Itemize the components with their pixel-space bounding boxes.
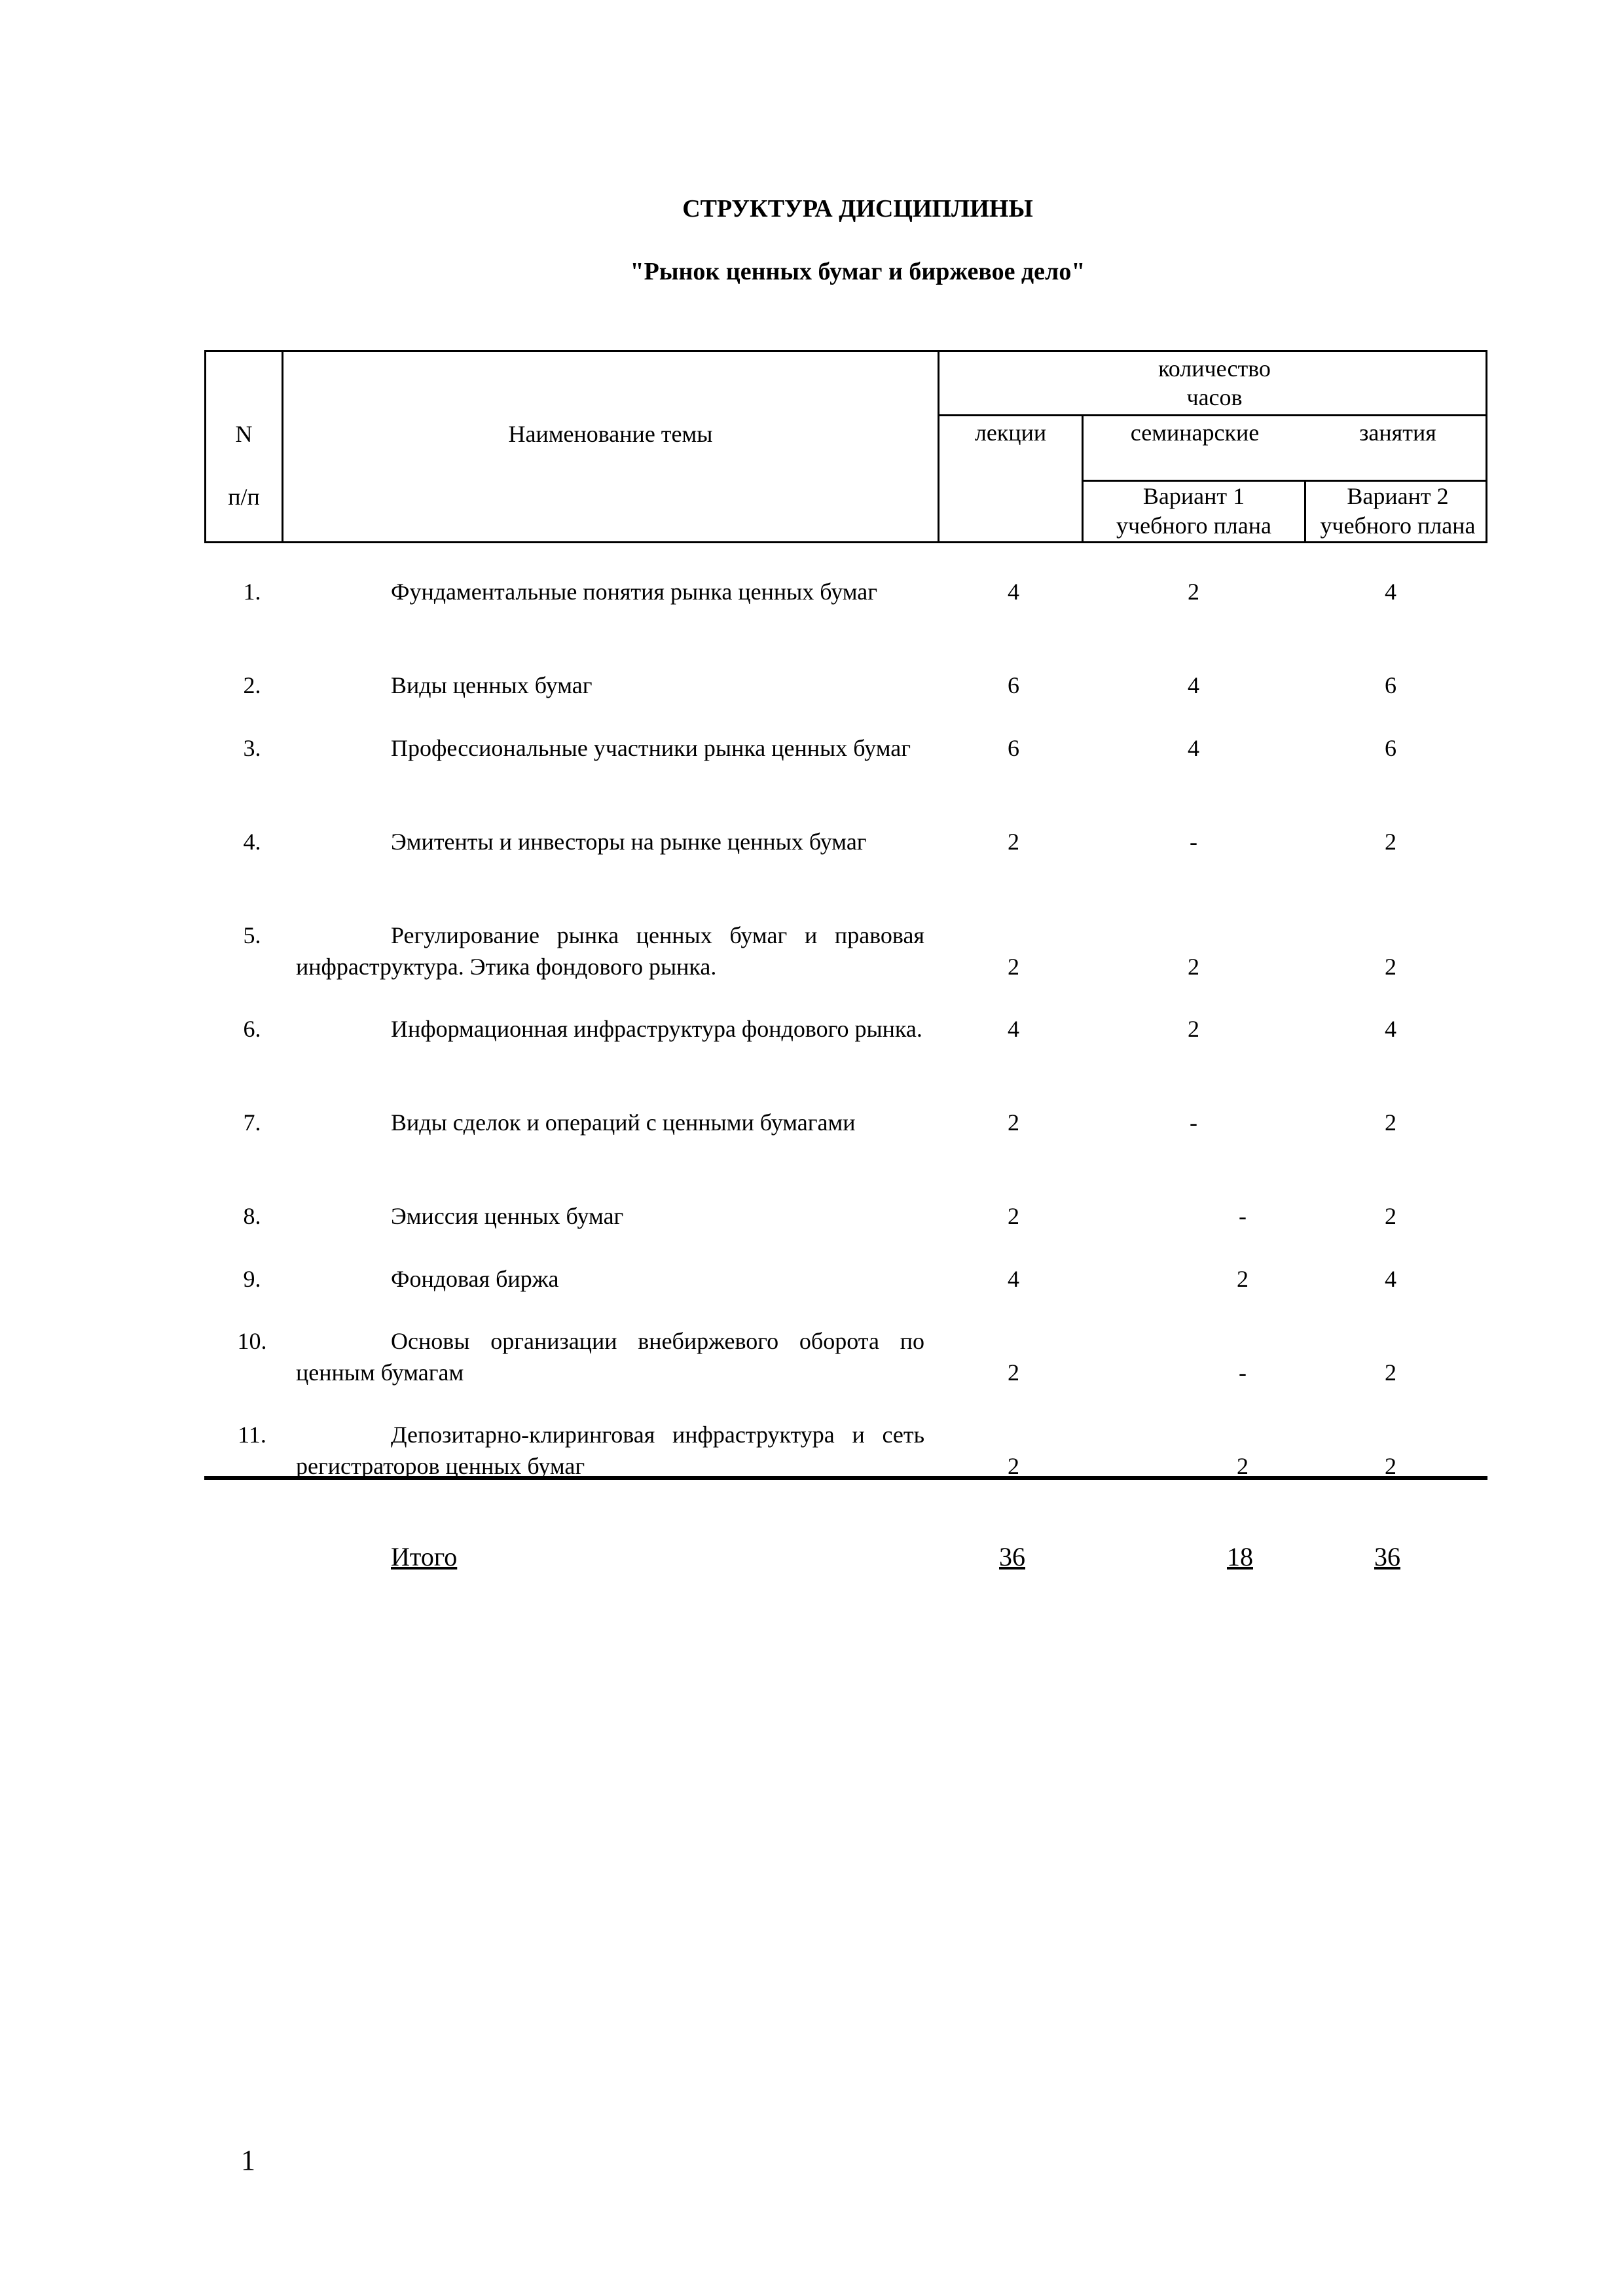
row-variant1: -	[1190, 829, 1197, 855]
row-variant2: 2	[1385, 1359, 1396, 1386]
row-variant2: 2	[1385, 829, 1396, 855]
page-number: 1	[241, 2144, 255, 2176]
total-label: Итого	[391, 1542, 458, 1571]
row-topic: Профессиональные участники рынка ценных бумаг	[391, 735, 911, 761]
row-number: 10.	[237, 1328, 267, 1354]
row-number: 4.	[243, 829, 261, 855]
row-lectures: 4	[1008, 579, 1019, 605]
row-number: 9.	[243, 1266, 261, 1292]
row-variant1: -	[1239, 1203, 1247, 1229]
row-variant2: 6	[1385, 672, 1396, 698]
header-variant1-line2: учебного плана	[1116, 512, 1271, 539]
row-number: 6.	[243, 1016, 261, 1042]
total-variant1: 18	[1227, 1542, 1253, 1571]
header-seminars: семинарские	[1130, 420, 1260, 446]
row-topic: Эмиссия ценных бумаг	[391, 1203, 624, 1229]
row-topic: Основы организации внебиржевого оборота по ценным бумагам	[296, 1328, 924, 1386]
row-number: 5.	[243, 922, 261, 948]
row-variant2: 4	[1385, 579, 1396, 605]
row-lectures: 2	[1008, 1453, 1019, 1479]
header-topic: Наименование темы	[508, 421, 713, 447]
document-subtitle: "Рынок ценных бумаг и биржевое дело"	[630, 258, 1085, 285]
row-lectures: 2	[1008, 1359, 1019, 1386]
row-topic: Информационная инфраструктура фондового рынка.	[391, 1016, 922, 1042]
row-variant1: 2	[1237, 1266, 1249, 1292]
row-number: 1.	[243, 579, 261, 605]
row-lectures: 4	[1008, 1016, 1019, 1042]
row-variant2: 4	[1385, 1016, 1396, 1042]
row-number: 11.	[238, 1422, 266, 1448]
row-variant1: 4	[1188, 672, 1199, 698]
row-variant2: 2	[1385, 954, 1396, 980]
row-variant1: 2	[1188, 1016, 1199, 1042]
row-number: 2.	[243, 672, 261, 698]
row-topic: Депозитарно-клиринговая инфраструктура и сеть регистраторов ценных бумаг	[296, 1422, 924, 1479]
row-variant1: 4	[1188, 735, 1199, 761]
row-lectures: 6	[1008, 735, 1019, 761]
row-lectures: 4	[1008, 1266, 1019, 1292]
header-lectures: лекции	[974, 420, 1047, 446]
row-variant1: -	[1190, 1109, 1197, 1136]
header-hours-line1: количество	[1158, 355, 1271, 382]
table-bottom-rule	[204, 1476, 1487, 1480]
row-topic: Виды сделок и операций с ценными бумагами	[391, 1109, 856, 1136]
row-number: 7.	[243, 1109, 261, 1136]
header-variant1-line1: Вариант 1	[1142, 483, 1245, 509]
row-number: 3.	[243, 735, 261, 761]
row-topic: Виды ценных бумаг	[391, 672, 593, 698]
header-divider	[938, 414, 1486, 416]
row-variant1: 2	[1188, 579, 1199, 605]
row-topic: Эмитенты и инвесторы на рынке ценных бумаг	[391, 829, 867, 855]
row-variant1: -	[1239, 1359, 1247, 1386]
document-title: СТРУКТУРА ДИСЦИПЛИНЫ	[682, 195, 1033, 223]
row-variant1: 2	[1237, 1453, 1249, 1479]
row-lectures: 2	[1008, 1109, 1019, 1136]
row-topic: Фундаментальные понятия рынка ценных бумаг	[391, 579, 878, 605]
row-variant2: 6	[1385, 735, 1396, 761]
row-number: 8.	[243, 1203, 261, 1229]
row-variant1: 2	[1188, 954, 1199, 980]
header-hours-line2: часов	[1186, 384, 1243, 410]
row-topic: Регулирование рынка ценных бумаг и правовая инфраструктура. Этика фондового рынка.	[296, 922, 924, 980]
header-classes: занятия	[1359, 420, 1436, 446]
row-variant2: 2	[1385, 1109, 1396, 1136]
table-header	[204, 350, 1487, 543]
row-topic: Фондовая биржа	[391, 1266, 559, 1292]
row-lectures: 2	[1008, 1203, 1019, 1229]
row-variant2: 2	[1385, 1453, 1396, 1479]
row-lectures: 2	[1008, 954, 1019, 980]
header-variant2-line2: учебного плана	[1320, 512, 1476, 539]
total-variant2: 36	[1374, 1542, 1400, 1571]
header-n-sub: п/п	[228, 484, 260, 510]
row-lectures: 6	[1008, 672, 1019, 698]
row-variant2: 4	[1385, 1266, 1396, 1292]
total-lectures: 36	[999, 1542, 1025, 1571]
row-lectures: 2	[1008, 829, 1019, 855]
row-variant2: 2	[1385, 1203, 1396, 1229]
header-n: N	[235, 421, 253, 447]
header-variant2-line1: Вариант 2	[1347, 483, 1449, 509]
